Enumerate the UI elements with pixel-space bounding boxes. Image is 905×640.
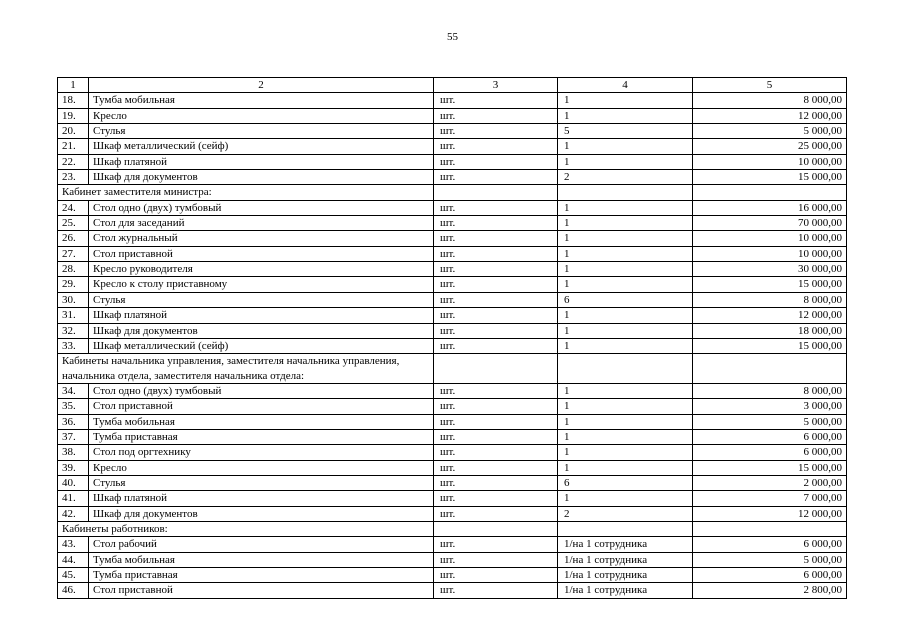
table-row — [58, 338, 847, 353]
quantity-cell: 6 — [558, 475, 693, 490]
section-row — [58, 521, 847, 536]
price-cell: 10 000,00 — [693, 154, 847, 169]
item-name-cell: Кресло — [89, 460, 434, 475]
unit-cell: шт. — [434, 460, 558, 475]
table-row — [58, 262, 847, 277]
table-row — [58, 414, 847, 429]
header-cell-5: 5 — [693, 78, 847, 93]
table-row — [58, 292, 847, 307]
table-row — [58, 323, 847, 338]
quantity-cell: 1 — [558, 93, 693, 108]
quantity-cell: 2 — [558, 170, 693, 185]
row-number-cell: 27. — [58, 246, 89, 261]
unit-cell: шт. — [434, 414, 558, 429]
unit-cell: шт. — [434, 429, 558, 444]
table-row — [58, 445, 847, 460]
price-cell: 8 000,00 — [693, 93, 847, 108]
quantity-cell: 1 — [558, 277, 693, 292]
unit-cell: шт. — [434, 537, 558, 552]
price-cell: 8 000,00 — [693, 383, 847, 398]
table-row — [58, 399, 847, 414]
unit-cell: шт. — [434, 491, 558, 506]
price-cell: 7 000,00 — [693, 491, 847, 506]
empty-cell — [693, 521, 847, 536]
unit-cell: шт. — [434, 383, 558, 398]
unit-cell: шт. — [434, 583, 558, 598]
empty-cell — [558, 185, 693, 200]
section-row — [58, 354, 847, 384]
row-number-cell: 28. — [58, 262, 89, 277]
row-number-cell: 44. — [58, 552, 89, 567]
quantity-cell: 5 — [558, 124, 693, 139]
item-name-cell: Кресло — [89, 108, 434, 123]
header-cell-4: 4 — [558, 78, 693, 93]
table-row — [58, 216, 847, 231]
item-name-cell: Шкаф для документов — [89, 506, 434, 521]
price-cell: 30 000,00 — [693, 262, 847, 277]
unit-cell: шт. — [434, 200, 558, 215]
item-name-cell: Шкаф платяной — [89, 154, 434, 169]
quantity-cell: 1 — [558, 139, 693, 154]
price-cell: 15 000,00 — [693, 277, 847, 292]
price-cell: 12 000,00 — [693, 308, 847, 323]
row-number-cell: 43. — [58, 537, 89, 552]
row-number-cell: 22. — [58, 154, 89, 169]
price-cell: 16 000,00 — [693, 200, 847, 215]
unit-cell: шт. — [434, 262, 558, 277]
row-number-cell: 37. — [58, 429, 89, 444]
row-number-cell: 46. — [58, 583, 89, 598]
item-name-cell: Шкаф для документов — [89, 170, 434, 185]
unit-cell: шт. — [434, 231, 558, 246]
unit-cell: шт. — [434, 246, 558, 261]
unit-cell: шт. — [434, 170, 558, 185]
header-cell-2: 2 — [89, 78, 434, 93]
item-name-cell: Шкаф платяной — [89, 491, 434, 506]
price-cell: 10 000,00 — [693, 246, 847, 261]
quantity-cell: 1 — [558, 216, 693, 231]
unit-cell: шт. — [434, 399, 558, 414]
quantity-cell: 1 — [558, 491, 693, 506]
header-cell-1: 1 — [58, 78, 89, 93]
unit-cell: шт. — [434, 475, 558, 490]
item-name-cell: Стол одно (двух) тумбовый — [89, 200, 434, 215]
quantity-cell: 1 — [558, 308, 693, 323]
table-row — [58, 170, 847, 185]
item-name-cell: Кресло руководителя — [89, 262, 434, 277]
table-row — [58, 139, 847, 154]
price-cell: 15 000,00 — [693, 170, 847, 185]
empty-cell — [558, 354, 693, 384]
row-number-cell: 20. — [58, 124, 89, 139]
quantity-cell: 1 — [558, 414, 693, 429]
row-number-cell: 29. — [58, 277, 89, 292]
unit-cell: шт. — [434, 445, 558, 460]
quantity-cell: 1 — [558, 383, 693, 398]
row-number-cell: 38. — [58, 445, 89, 460]
quantity-cell: 1 — [558, 338, 693, 353]
quantity-cell: 2 — [558, 506, 693, 521]
table-row — [58, 231, 847, 246]
item-name-cell: Стулья — [89, 475, 434, 490]
table-body — [58, 78, 847, 599]
row-number-cell: 25. — [58, 216, 89, 231]
empty-cell — [693, 354, 847, 384]
table-row — [58, 583, 847, 598]
row-number-cell: 24. — [58, 200, 89, 215]
row-number-cell: 31. — [58, 308, 89, 323]
table-row — [58, 429, 847, 444]
table-row — [58, 93, 847, 108]
item-name-cell: Тумба мобильная — [89, 93, 434, 108]
row-number-cell: 19. — [58, 108, 89, 123]
price-cell: 3 000,00 — [693, 399, 847, 414]
furniture-table — [57, 77, 847, 599]
unit-cell: шт. — [434, 552, 558, 567]
quantity-cell: 1 — [558, 154, 693, 169]
item-name-cell: Шкаф металлический (сейф) — [89, 139, 434, 154]
price-cell: 5 000,00 — [693, 414, 847, 429]
section-title: Кабинеты начальника управления, заместителя начальника управления, начальника отдела, заместителя начальника отдела: — [58, 354, 434, 384]
page-number: 55 — [447, 31, 458, 43]
unit-cell: шт. — [434, 308, 558, 323]
quantity-cell: 1 — [558, 200, 693, 215]
table-row — [58, 506, 847, 521]
price-cell: 18 000,00 — [693, 323, 847, 338]
row-number-cell: 18. — [58, 93, 89, 108]
unit-cell: шт. — [434, 338, 558, 353]
price-cell: 2 000,00 — [693, 475, 847, 490]
price-cell: 5 000,00 — [693, 124, 847, 139]
quantity-cell: 1 — [558, 231, 693, 246]
quantity-cell: 6 — [558, 292, 693, 307]
unit-cell: шт. — [434, 139, 558, 154]
empty-cell — [693, 185, 847, 200]
price-cell: 12 000,00 — [693, 108, 847, 123]
price-cell: 6 000,00 — [693, 429, 847, 444]
row-number-cell: 41. — [58, 491, 89, 506]
price-cell: 5 000,00 — [693, 552, 847, 567]
price-cell: 2 800,00 — [693, 583, 847, 598]
price-cell: 25 000,00 — [693, 139, 847, 154]
price-cell: 8 000,00 — [693, 292, 847, 307]
section-title: Кабинет заместителя министра: — [58, 185, 434, 200]
table-row — [58, 552, 847, 567]
table-row — [58, 154, 847, 169]
empty-cell — [558, 521, 693, 536]
item-name-cell: Тумба мобильная — [89, 552, 434, 567]
item-name-cell: Стол приставной — [89, 399, 434, 414]
table-row — [58, 308, 847, 323]
header-cell-3: 3 — [434, 78, 558, 93]
item-name-cell: Тумба мобильная — [89, 414, 434, 429]
quantity-cell: 1/на 1 сотрудника — [558, 583, 693, 598]
row-number-cell: 33. — [58, 338, 89, 353]
quantity-cell: 1 — [558, 262, 693, 277]
unit-cell: шт. — [434, 277, 558, 292]
price-cell: 15 000,00 — [693, 460, 847, 475]
table-row — [58, 491, 847, 506]
item-name-cell: Стол под оргтехнику — [89, 445, 434, 460]
unit-cell: шт. — [434, 216, 558, 231]
section-row — [58, 185, 847, 200]
row-number-cell: 36. — [58, 414, 89, 429]
empty-cell — [434, 521, 558, 536]
unit-cell: шт. — [434, 323, 558, 338]
quantity-cell: 1 — [558, 246, 693, 261]
item-name-cell: Стол журнальный — [89, 231, 434, 246]
quantity-cell: 1 — [558, 323, 693, 338]
unit-cell: шт. — [434, 568, 558, 583]
price-cell: 6 000,00 — [693, 445, 847, 460]
item-name-cell: Тумба приставная — [89, 568, 434, 583]
section-title: Кабинеты работников: — [58, 521, 434, 536]
item-name-cell: Шкаф для документов — [89, 323, 434, 338]
price-cell: 6 000,00 — [693, 537, 847, 552]
row-number-cell: 34. — [58, 383, 89, 398]
unit-cell: шт. — [434, 124, 558, 139]
price-cell: 15 000,00 — [693, 338, 847, 353]
table-row — [58, 200, 847, 215]
row-number-cell: 39. — [58, 460, 89, 475]
table-row — [58, 383, 847, 398]
price-cell: 10 000,00 — [693, 231, 847, 246]
row-number-cell: 40. — [58, 475, 89, 490]
item-name-cell: Стол одно (двух) тумбовый — [89, 383, 434, 398]
row-number-cell: 35. — [58, 399, 89, 414]
row-number-cell: 23. — [58, 170, 89, 185]
item-name-cell: Шкаф металлический (сейф) — [89, 338, 434, 353]
quantity-cell: 1 — [558, 445, 693, 460]
table-row — [58, 460, 847, 475]
table-row — [58, 568, 847, 583]
unit-cell: шт. — [434, 154, 558, 169]
item-name-cell: Стулья — [89, 124, 434, 139]
item-name-cell: Стол приставной — [89, 246, 434, 261]
row-number-cell: 30. — [58, 292, 89, 307]
row-number-cell: 32. — [58, 323, 89, 338]
quantity-cell: 1 — [558, 399, 693, 414]
quantity-cell: 1/на 1 сотрудника — [558, 552, 693, 567]
table-row — [58, 537, 847, 552]
table-row — [58, 277, 847, 292]
unit-cell: шт. — [434, 292, 558, 307]
unit-cell: шт. — [434, 108, 558, 123]
table-row — [58, 124, 847, 139]
row-number-cell: 21. — [58, 139, 89, 154]
price-cell: 70 000,00 — [693, 216, 847, 231]
row-number-cell: 42. — [58, 506, 89, 521]
quantity-cell: 1 — [558, 108, 693, 123]
table-header-row — [58, 78, 847, 93]
item-name-cell: Шкаф платяной — [89, 308, 434, 323]
empty-cell — [434, 354, 558, 384]
price-cell: 6 000,00 — [693, 568, 847, 583]
empty-cell — [434, 185, 558, 200]
quantity-cell: 1 — [558, 460, 693, 475]
item-name-cell: Стол для заседаний — [89, 216, 434, 231]
quantity-cell: 1/на 1 сотрудника — [558, 537, 693, 552]
item-name-cell: Кресло к столу приставному — [89, 277, 434, 292]
quantity-cell: 1/на 1 сотрудника — [558, 568, 693, 583]
row-number-cell: 26. — [58, 231, 89, 246]
unit-cell: шт. — [434, 93, 558, 108]
price-cell: 12 000,00 — [693, 506, 847, 521]
table-row — [58, 108, 847, 123]
table-row — [58, 246, 847, 261]
unit-cell: шт. — [434, 506, 558, 521]
item-name-cell: Стулья — [89, 292, 434, 307]
table-row — [58, 475, 847, 490]
item-name-cell: Тумба приставная — [89, 429, 434, 444]
row-number-cell: 45. — [58, 568, 89, 583]
item-name-cell: Стол приставной — [89, 583, 434, 598]
item-name-cell: Стол рабочий — [89, 537, 434, 552]
quantity-cell: 1 — [558, 429, 693, 444]
